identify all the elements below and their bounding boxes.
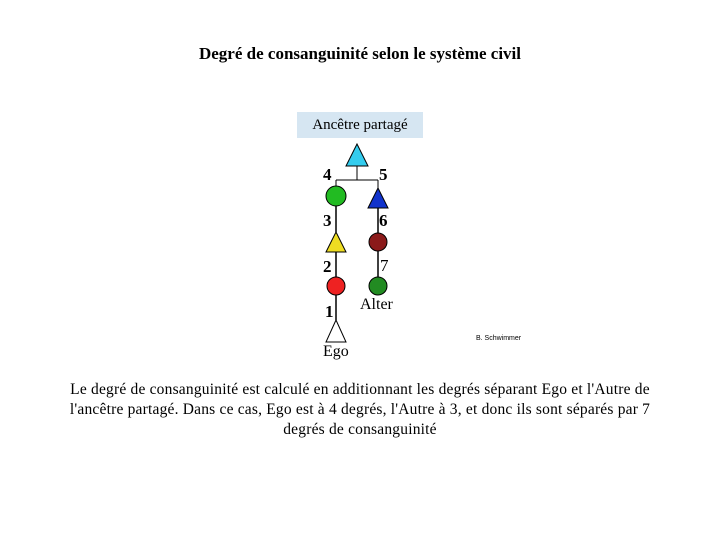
alter-line-gen6-circle <box>369 233 387 251</box>
ego-line-gen3-triangle <box>326 232 346 252</box>
degree-label-2: 2 <box>323 257 332 276</box>
degree-label-3: 3 <box>323 211 332 230</box>
ego-label: Ego <box>323 343 349 360</box>
ego-line-gen4-circle <box>326 186 346 206</box>
ego-triangle <box>326 320 346 342</box>
ego-line-gen2-circle <box>327 277 345 295</box>
degree-label-4: 4 <box>323 165 332 184</box>
explanation-caption: Le degré de consanguinité est calculé en additionnant les degrés séparant Ego et l'Autre de l'ancêtre partagé. Dans ce cas, Ego est à 4 degrés, l'Autre à 3, et donc ils sont séparés par 7 degrés de consanguinité <box>69 381 651 438</box>
author-credit: B. Schwimmer <box>476 335 522 342</box>
degree-label-5: 5 <box>379 165 388 184</box>
shared-ancestor-label: Ancêtre partagé <box>297 112 423 138</box>
shared-ancestor-triangle <box>346 144 368 166</box>
alter-line-gen5-triangle <box>368 188 388 208</box>
degree-label-7: 7 <box>380 256 389 275</box>
diagram-title: Degré de consanguinité selon le système civil <box>198 44 521 63</box>
alter-circle <box>369 277 387 295</box>
degree-label-1: 1 <box>325 302 334 321</box>
alter-label: Alter <box>360 296 393 313</box>
degree-label-6: 6 <box>379 211 388 230</box>
